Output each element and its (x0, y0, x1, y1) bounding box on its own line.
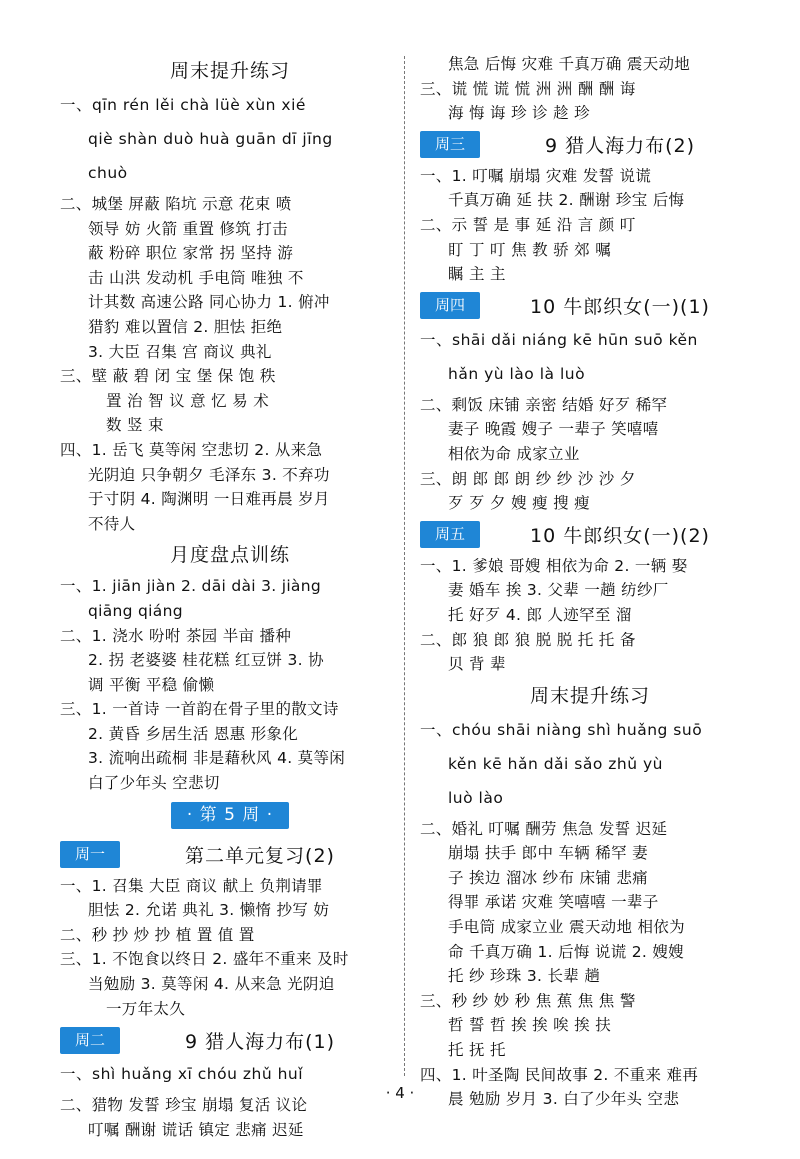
lesson-header (60, 1021, 400, 1059)
answer-line: 胆怯 2. 允诺 典礼 3. 懒惰 抄写 妨 (88, 901, 330, 920)
lesson-header (420, 516, 760, 554)
answer-line: 3. 大臣 召集 宫 商议 典礼 (88, 342, 272, 361)
pinyin-answer-line: 一、qīn rén lěi chà lüè xùn xié (60, 96, 306, 114)
answer-line: 一、1. 叮嘱 崩塌 灾难 发誓 说谎 (420, 166, 652, 185)
pinyin-answer-line: 一、shì huǎng xī chóu zhǔ huǐ (60, 1065, 304, 1084)
answer-line: 二、秒 抄 炒 抄 植 置 值 置 (60, 925, 255, 944)
answer-line: 三、壁 蔽 碧 闭 宝 堡 保 饱 秩 (60, 367, 276, 386)
pinyin-answer-line: luò lào (448, 788, 504, 807)
right-column (420, 52, 760, 1112)
answer-line: 三、1. 不饱食以终日 2. 盛年不重来 及时 (60, 950, 349, 969)
pinyin-answer-line: kěn kē hǎn dǎi sǎo zhǔ yù (448, 754, 663, 773)
answer-line: 蔽 粉碎 职位 家常 拐 坚持 游 (88, 244, 294, 263)
answer-line: 二、婚礼 叮嘱 酬劳 焦急 发誓 迟延 (420, 819, 668, 838)
answer-line: 置 治 智 议 意 忆 易 术 (106, 391, 269, 410)
answer-line: 一、1. 召集 大臣 商议 献上 负荆请罪 (60, 876, 323, 895)
section-title: 月度盘点训练 (169, 544, 290, 567)
answer-line: 三、1. 一首诗 一首韵在骨子里的散文诗 (60, 700, 339, 719)
answer-line: 当勉励 3. 莫等闲 4. 从来急 光阴迫 (88, 975, 335, 994)
answer-line: 击 山洪 发动机 手电筒 唯独 不 (88, 268, 304, 287)
answer-line: 二、示 誓 是 事 延 沿 言 颜 叮 (420, 215, 636, 234)
section-title: 周末提升练习 (529, 684, 650, 707)
answer-line: 调 平衡 平稳 偷懒 (88, 675, 215, 694)
answer-line: 托 纱 珍珠 3. 长辈 趟 (448, 967, 601, 986)
answer-line: 得罪 承诺 灾难 笑嘻嘻 一辈子 (448, 893, 659, 912)
pinyin-answer-line: chuò (88, 164, 128, 182)
lesson-title: 10 牛郎织女(一)(2) (530, 525, 710, 548)
answer-line: 3. 流响出疏桐 非是藉秋风 4. 莫等闲 (88, 749, 346, 768)
pinyin-answer-line: 一、shāi dǎi niáng kē hūn suō kěn (420, 330, 698, 349)
answer-line: 海 悔 诲 珍 诊 趁 珍 (448, 104, 590, 123)
column-divider (404, 56, 405, 1076)
answer-line: 晨 勉励 岁月 3. 白了少年头 空悲 (448, 1090, 680, 1109)
answer-line: 一万年太久 (106, 999, 186, 1018)
answer-line: 焦急 后悔 灾难 千真万确 震天动地 (448, 55, 691, 73)
lesson-header (420, 126, 760, 164)
answer-line: 于寸阴 4. 陶渊明 一日难再晨 岁月 (88, 490, 330, 509)
answer-line: 歹 歹 夕 嫂 瘦 搜 瘦 (448, 494, 590, 513)
answer-line: 数 竖 束 (106, 416, 164, 435)
answer-line: 崩塌 扶手 郎中 车辆 稀罕 妻 (448, 844, 648, 863)
answer-line: 一、1. 爹娘 哥嫂 相依为命 2. 一辆 娶 (420, 556, 688, 575)
answer-line: 命 千真万确 1. 后悔 说谎 2. 嫂嫂 (448, 942, 684, 961)
answer-line: 四、1. 叶圣陶 民间故事 2. 不重来 难再 (420, 1065, 699, 1084)
answer-line: 三、朗 郎 郎 朗 纱 纱 沙 沙 夕 (420, 469, 636, 488)
answer-line: 相依为命 成家立业 (448, 444, 580, 463)
day-badge: 周三 (420, 131, 480, 158)
left-column (60, 52, 400, 1142)
lesson-header (420, 287, 760, 325)
day-badge: 周一 (60, 841, 120, 868)
lesson-title: 9 猎人海力布(1) (184, 1030, 336, 1053)
week-banner (60, 796, 400, 836)
answer-line: 二、猎物 发誓 珍宝 崩塌 复活 议论 (60, 1096, 308, 1115)
answer-line: 瞩 主 主 (448, 265, 506, 284)
answer-line: 手电筒 成家立业 震天动地 相依为 (448, 918, 685, 937)
answer-line: 托 好歹 4. 郎 人迹罕至 溜 (448, 605, 632, 624)
answer-line: 一、1. jiān jiàn 2. dāi dài 3. jiàng (60, 577, 321, 596)
lesson-header (60, 836, 400, 874)
answer-line: qiāng qiáng (88, 601, 183, 620)
answer-line: 二、剩饭 床铺 亲密 结婚 好歹 稀罕 (420, 395, 668, 414)
day-badge: 周二 (60, 1027, 120, 1054)
answer-line: 贝 背 辈 (448, 655, 506, 674)
answer-line: 二、城堡 屏蔽 陷坑 示意 花束 喷 (60, 195, 292, 213)
answer-line: 猎豹 难以置信 2. 胆怯 拒绝 (88, 317, 283, 336)
pinyin-answer-line: 一、chóu shāi niàng shì huǎng suō (420, 720, 703, 739)
lesson-title: 第二单元复习(2) (185, 845, 335, 868)
answer-line: 三、秒 纱 妙 秒 焦 蕉 焦 焦 警 (420, 991, 636, 1010)
answer-line: 妻子 晚霞 嫂子 一辈子 笑嘻嘻 (448, 420, 659, 439)
answer-line: 叮嘱 酬谢 谎话 镇定 悲痛 迟延 (88, 1120, 304, 1139)
answer-line: 计其数 高速公路 同心协力 1. 俯冲 (88, 293, 330, 312)
answer-line: 子 挨边 溜冰 纱布 床铺 悲痛 (448, 868, 648, 887)
answer-line: 光阴迫 只争朝夕 毛泽东 3. 不弃功 (88, 465, 330, 484)
answer-line: 哲 誓 哲 挨 挨 唉 挨 扶 (448, 1016, 611, 1035)
answer-line: 千真万确 延 扶 2. 酬谢 珍宝 后悔 (448, 191, 685, 210)
answer-line: 妻 婚车 挨 3. 父辈 一趟 纺纱厂 (448, 581, 669, 600)
day-badge: 周五 (420, 521, 480, 548)
lesson-title: 10 牛郎织女(一)(1) (530, 296, 710, 319)
answer-line: 不待人 (88, 514, 136, 533)
pinyin-answer-line: hǎn yù lào là luò (448, 364, 586, 383)
pinyin-answer-line: qiè shàn duò huà guān dī jīng (88, 130, 333, 148)
answer-line: 二、郎 狼 郎 狼 脱 脱 托 托 备 (420, 630, 636, 649)
answer-line: 二、1. 浇水 吩咐 茶园 半亩 播种 (60, 626, 292, 645)
answer-line: 盯 丁 叮 焦 教 骄 郊 嘱 (448, 240, 611, 259)
answer-line: 领导 妨 火箭 重置 修筑 打击 (88, 219, 288, 238)
answer-line: 四、1. 岳飞 莫等闲 空悲切 2. 从来急 (60, 440, 323, 459)
answer-line: 托 抚 托 (448, 1041, 506, 1060)
week-banner-label: · 第 5 周 · (171, 802, 289, 829)
answer-line: 三、谎 慌 谎 慌 洲 洲 酬 酬 诲 (420, 79, 636, 98)
answer-line: 白了少年头 空悲切 (88, 774, 220, 793)
answer-line: 2. 黄昏 乡居生活 恩惠 形象化 (88, 724, 299, 743)
section-title: 周末提升练习 (169, 60, 290, 82)
page-number: · 4 · (385, 1084, 415, 1102)
answer-line: 2. 拐 老婆婆 桂花糕 红豆饼 3. 协 (88, 651, 324, 670)
day-badge: 周四 (420, 292, 480, 319)
lesson-title: 9 猎人海力布(2) (544, 135, 696, 158)
